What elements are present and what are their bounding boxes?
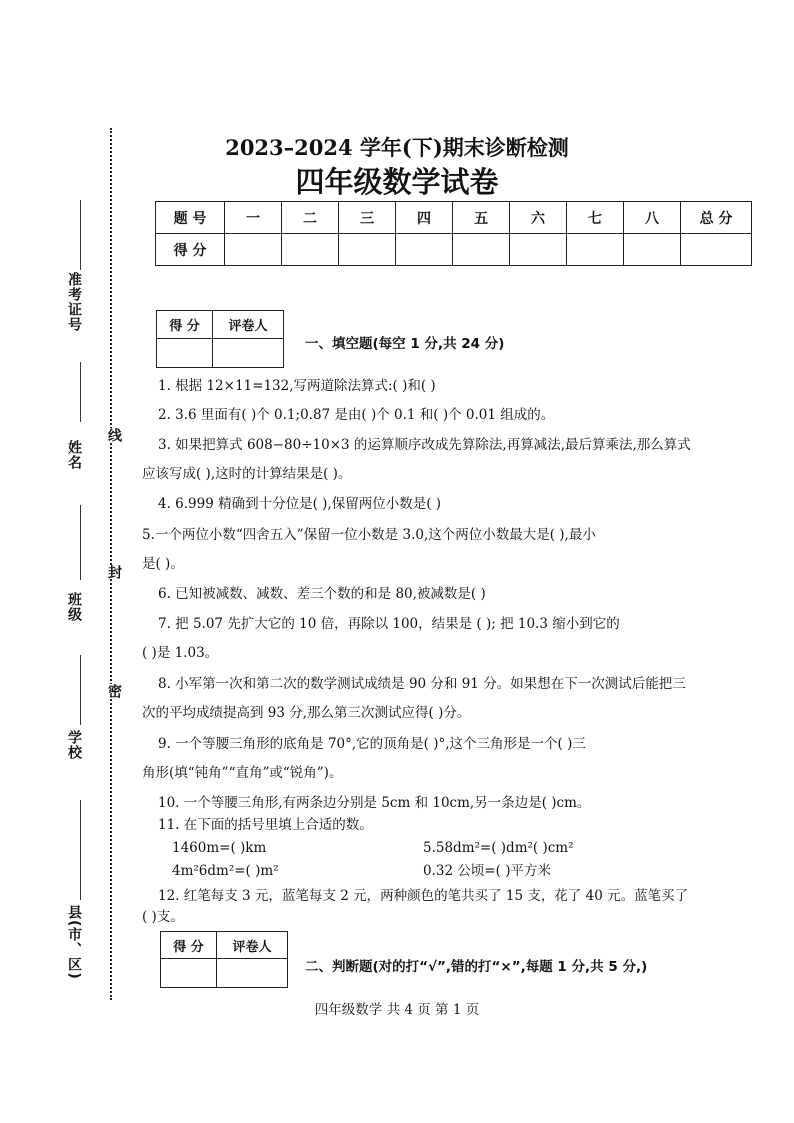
score-header-cell: 八 [624, 202, 681, 234]
question-line: 11. 在下面的括号里填上合适的数。 [158, 817, 373, 833]
seal-char-line: 线 [106, 428, 122, 442]
score-cell[interactable] [396, 234, 453, 266]
score-cell[interactable] [225, 234, 282, 266]
score-cell[interactable] [510, 234, 567, 266]
question-line: 10. 一个等腰三角形,有两条边分别是 5cm 和 10cm,另一条边是( )cm。 [158, 795, 591, 811]
question-line: 9. 一个等腰三角形的底角是 70°,它的顶角是( )°,这个三角形是一个( )三 [158, 736, 586, 752]
score-table-score-row [156, 234, 752, 266]
score-cell[interactable] [567, 234, 624, 266]
q11-item: 0.32 公顷=( )平方米 [423, 863, 551, 879]
grader-score-label: 得 分 [157, 311, 213, 339]
question-line: 应该写成( ),这时的计算结果是( )。 [142, 466, 352, 482]
q11-item: 5.58dm²=( )dm²( )cm² [423, 840, 574, 856]
score-header-cell: 一 [225, 202, 282, 234]
seal-char-secret: 密 [106, 684, 122, 698]
score-header-cell: 四 [396, 202, 453, 234]
grader-box-section1 [156, 310, 284, 368]
question-line: ( )支。 [142, 909, 184, 925]
grader-name-label: 评卷人 [217, 932, 288, 959]
class-blank[interactable] [80, 505, 81, 580]
question-line: 7. 把 5.07 先扩大它的 10 倍，再除以 100，结果是 ( ); 把 10.3 缩小到它的 [158, 616, 620, 632]
seal-char-seal: 封 [106, 565, 122, 579]
exam-term-title: 2023–2024 学年(下)期末诊断检测 [225, 135, 569, 160]
exam-no-blank[interactable] [80, 200, 81, 270]
section2-title: 二、判断题(对的打“√”,错的打“×”,每题 1 分,共 5 分,) [305, 959, 648, 975]
score-header-cell: 六 [510, 202, 567, 234]
question-line: 4. 6.999 精确到十分位是( ),保留两位小数是( ) [158, 496, 442, 512]
score-row-label: 得 分 [156, 234, 225, 266]
question-line: 是( )。 [142, 556, 184, 572]
grader-name-cell[interactable] [217, 959, 288, 988]
exam-no-label: 准考证号 [66, 272, 82, 332]
name-blank[interactable] [80, 362, 81, 422]
question-line: 8. 小军第一次和第二次的数学测试成绩是 90 分和 91 分。如果想在下一次测试后能把三 [158, 676, 686, 692]
score-table-header-row [156, 202, 752, 234]
class-label: 班级 [66, 592, 82, 622]
score-header-cell: 三 [339, 202, 396, 234]
exam-paper-title: 四年级数学试卷 [295, 165, 499, 199]
county-blank[interactable] [80, 800, 81, 900]
score-cell[interactable] [681, 234, 752, 266]
school-blank[interactable] [80, 655, 81, 725]
grader-box-section2 [160, 931, 288, 988]
page-footer: 四年级数学 共 4 页 第 1 页 [314, 1002, 480, 1018]
question-line: ( )是 1.03。 [142, 645, 219, 661]
score-header-cell: 总 分 [681, 202, 752, 234]
score-header-cell: 题 号 [156, 202, 225, 234]
question-line: 次的平均成绩提高到 93 分,那么第三次测试应得( )分。 [142, 705, 471, 721]
score-header-cell: 七 [567, 202, 624, 234]
question-line: 2. 3.6 里面有( )个 0.1;0.87 是由( )个 0.1 和( )个 0.01 组成的。 [158, 407, 555, 423]
question-line: 12. 红笔每支 3 元，蓝笔每支 2 元，两种颜色的笔共买了 15 支，花了 40 元。蓝笔买了 [158, 888, 689, 904]
grader-score-cell[interactable] [161, 959, 217, 988]
score-header-cell: 二 [282, 202, 339, 234]
binding-dotted-line [110, 128, 112, 1000]
question-line: 1. 根据 12×11=132,写两道除法算式:( )和( ) [158, 378, 436, 394]
question-line: 6. 已知被减数、减数、差三个数的和是 80,被减数是( ) [158, 586, 486, 602]
q11-item: 4m²6dm²=( )m² [172, 863, 279, 879]
grader-score-label: 得 分 [161, 932, 217, 959]
score-cell[interactable] [453, 234, 510, 266]
score-header-cell: 五 [453, 202, 510, 234]
section1-title: 一、填空题(每空 1 分,共 24 分) [305, 336, 505, 352]
score-cell[interactable] [282, 234, 339, 266]
school-label: 学校 [66, 730, 82, 760]
question-line: 5.一个两位小数“四舍五入”保留一位小数是 3.0,这个两位小数最大是( ),最小 [142, 527, 596, 543]
q11-item: 1460m=( )km [172, 840, 267, 856]
county-label: 县(市、区) [66, 905, 82, 980]
score-cell[interactable] [339, 234, 396, 266]
grader-name-label: 评卷人 [213, 311, 284, 339]
question-line: 角形(填“钝角”“直角”或“锐角”)。 [142, 765, 343, 781]
question-line: 3. 如果把算式 608−80÷10×3 的运算顺序改成先算除法,再算减法,最后算乘法,那么算式 [158, 437, 691, 453]
score-table [155, 201, 752, 266]
grader-score-cell[interactable] [157, 339, 213, 368]
grader-name-cell[interactable] [213, 339, 284, 368]
name-label: 姓名 [66, 440, 82, 470]
score-cell[interactable] [624, 234, 681, 266]
